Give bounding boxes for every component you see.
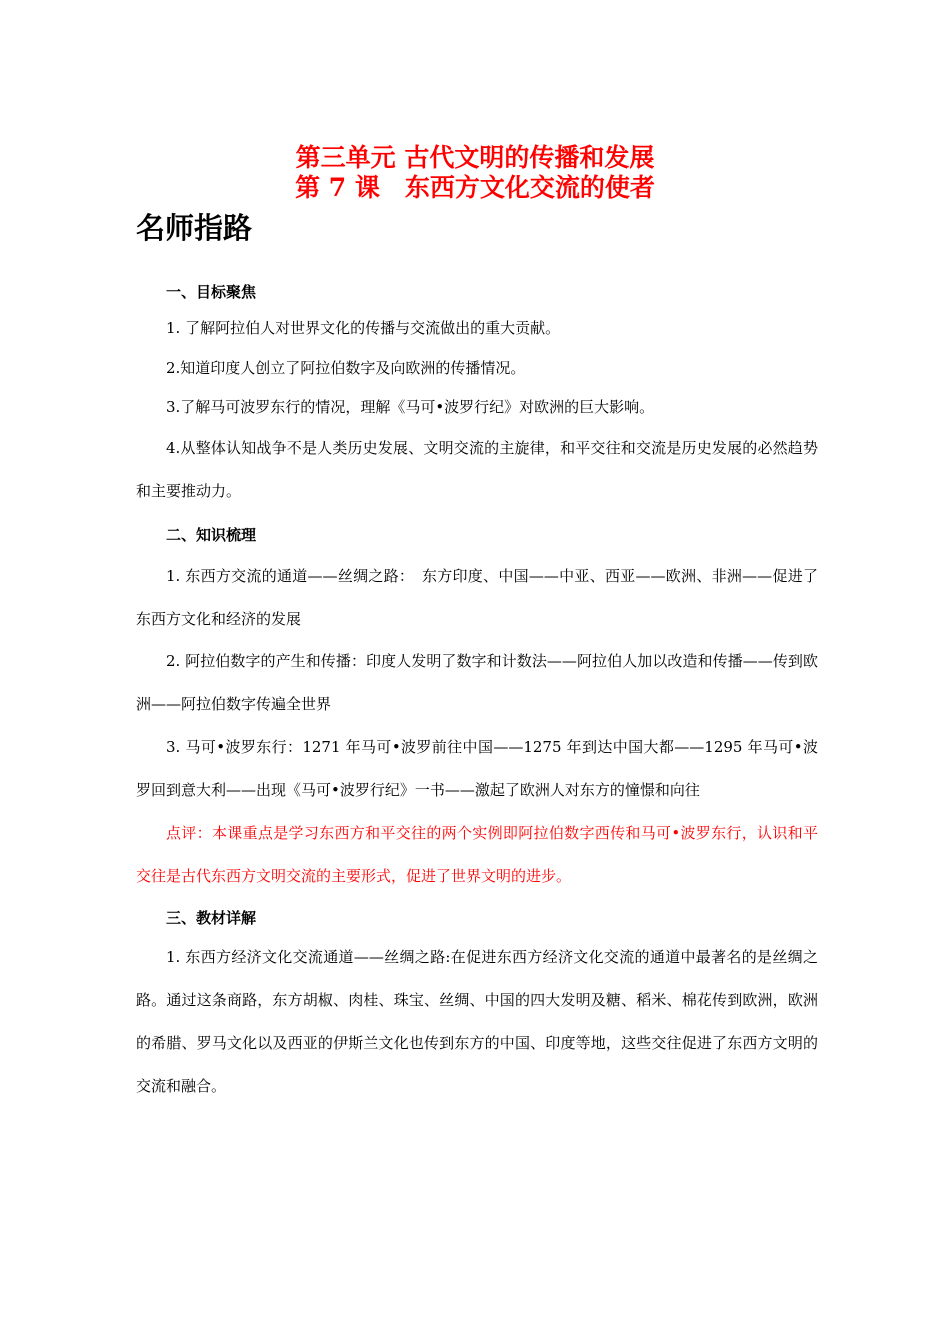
- section-subtitle: 名师指路: [136, 211, 253, 245]
- textbook-item-1: 1. 东西方经济文化交流通道——丝绸之路:在促进东西方经济文化交流的通道中最著名的是丝绸之路。通过这条商路，东方胡椒、肉桂、珠宝、丝绸、中国的四大发明及糖、稻米、棉花传到欧洲，欧洲的希腊、罗马文化以及西亚的伊斯兰文化也传到东方的中国、印度等地，这些交往促进了东西方文明的交流和融合。: [136, 948, 818, 1095]
- goals-heading: 一、目标聚焦: [166, 283, 257, 301]
- textbook-heading: 三、教材详解: [166, 909, 257, 927]
- unit-title: 第三单元 古代文明的传播和发展: [295, 143, 655, 172]
- knowledge-heading: 二、知识梳理: [166, 526, 257, 544]
- knowledge-item-2: 2. 阿拉伯数字的产生和传播：印度人发明了数字和计数法——阿拉伯人加以改造和传播——传到欧洲——阿拉伯数字传遍全世界: [136, 652, 818, 713]
- knowledge-item-3: 3. 马可•波罗东行：1271 年马可•波罗前往中国——1275 年到达中国大都——1295 年马可•波罗回到意大利——出现《马可•波罗行纪》一书——激起了欧洲人对东方的憧憬和向往: [136, 738, 818, 799]
- lesson-title: 第 7 课 东西方文化交流的使者: [295, 173, 655, 202]
- knowledge-item-1: 1. 东西方交流的通道——丝绸之路： 东方印度、中国——中亚、西亚——欧洲、非洲——促进了东西方文化和经济的发展: [136, 567, 818, 628]
- goal-item-3: 3.了解马可波罗东行的情况，理解《马可•波罗行纪》对欧洲的巨大影响。: [166, 398, 655, 416]
- goal-item-2: 2.知道印度人创立了阿拉伯数字及向欧洲的传播情况。: [166, 359, 526, 377]
- knowledge-comment: 点评：本课重点是学习东西方和平交往的两个实例即阿拉伯数字西传和马可•波罗东行，认识和平交往是古代东西方文明交流的主要形式，促进了世界文明的进步。: [136, 824, 818, 885]
- goal-item-4: 4.从整体认知战争不是人类历史发展、文明交流的主旋律，和平交往和交流是历史发展的必然趋势和主要推动力。: [136, 439, 818, 500]
- goal-item-1: 1. 了解阿拉伯人对世界文化的传播与交流做出的重大贡献。: [166, 319, 561, 337]
